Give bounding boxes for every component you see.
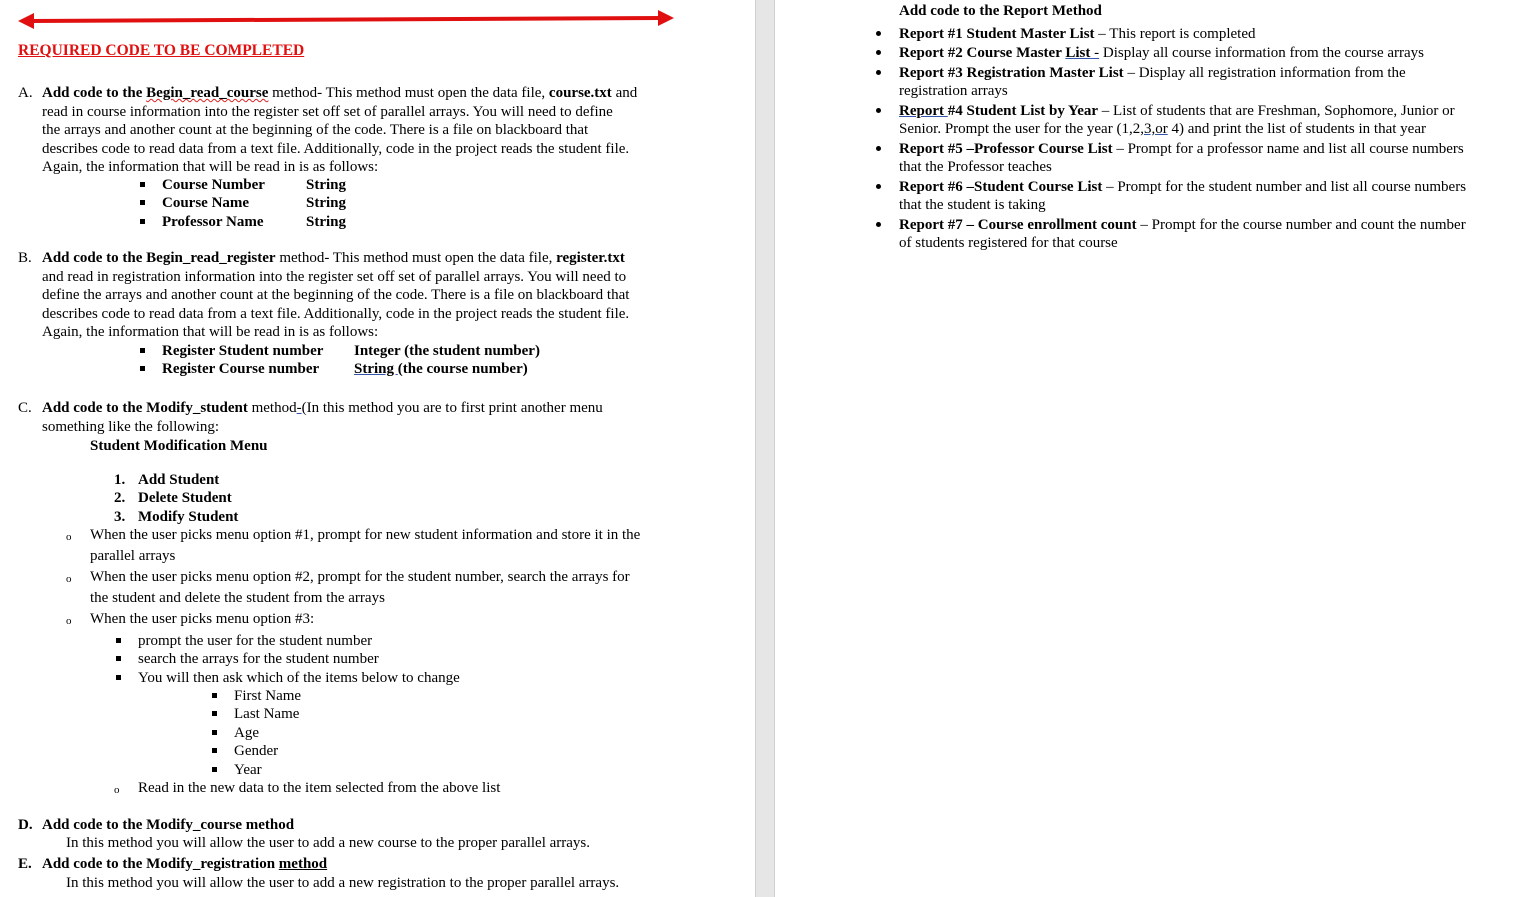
sub-item: search the arrays for the student number (138, 651, 379, 667)
menu-number: 1. (114, 472, 126, 488)
change-item: Year (234, 762, 262, 778)
item-a-first-line: Add code to the Begin_read_course method- This method must open the data file, course.txt and (42, 85, 638, 101)
item-b-line: describes code to read data from a text file. Additionally, code in the project reads the student file. (42, 306, 630, 322)
report-item-cont: Senior. Prompt the user for the year (1,2,3,or 4) and print the list of students in that year (899, 121, 1426, 137)
square-bullet-icon (140, 182, 145, 187)
report-item: Report #6 –Student Course List – Prompt for the student number and list all course numbers (899, 179, 1467, 195)
report-item-cont: registration arrays (899, 83, 1008, 99)
square-bullet-icon (212, 767, 217, 772)
square-bullet-icon (212, 730, 217, 735)
bullet-icon (876, 31, 881, 36)
square-bullet-icon (140, 366, 145, 371)
bullet-icon (876, 108, 881, 113)
square-bullet-icon (116, 656, 121, 661)
bullet-icon (876, 184, 881, 189)
bullet-icon (876, 50, 881, 55)
field-name: Course Number (162, 177, 265, 193)
field-type: String (the course number) (354, 361, 528, 377)
field-name: Course Name (162, 195, 250, 211)
square-bullet-icon (212, 693, 217, 698)
bullet-icon (876, 222, 881, 227)
report-item-cont: of students registered for that course (899, 235, 1118, 251)
circle-bullet-icon: o (66, 531, 72, 543)
item-b-line: Again, the information that will be read in is as follows: (42, 324, 379, 340)
square-bullet-icon (140, 219, 145, 224)
item-b-line: and read in registration information into the register set off set of parallel arrays. You will need to (42, 269, 627, 285)
option-text: When the user picks menu option #3: (90, 611, 315, 627)
circle-bullet-icon: o (114, 784, 120, 796)
menu-number: 3. (114, 509, 126, 525)
item-c-first-line: Add code to the Modify_student method-(In this method you are to first print another menu (42, 400, 603, 416)
square-bullet-icon (140, 348, 145, 353)
field-type: Integer (the student number) (354, 343, 540, 359)
option-text: When the user picks menu option #1, prompt for new student information and store it in the (90, 527, 641, 543)
menu-number: 2. (114, 490, 126, 506)
report-item: Report #5 –Professor Course List – Prompt for a professor name and list all course numbers (899, 141, 1464, 157)
menu-item: Add Student (138, 472, 220, 488)
right-page (775, 0, 1519, 897)
report-item: Report #1 Student Master List – This report is completed (899, 26, 1256, 42)
change-item: First Name (234, 688, 302, 704)
item-letter-c: C. (18, 400, 32, 416)
item-b-line: define the arrays and another count at the beginning of the code. There is a file on blackboard that (42, 287, 630, 303)
report-item-cont: that the Professor teaches (899, 159, 1052, 175)
square-bullet-icon (116, 675, 121, 680)
option-text: parallel arrays (90, 548, 176, 564)
circle-bullet-icon: o (66, 615, 72, 627)
section-heading: REQUIRED CODE TO BE COMPLETED (18, 42, 305, 59)
field-type: String (306, 214, 347, 230)
red-double-arrow-icon (18, 10, 678, 30)
item-letter-e: E. (18, 856, 32, 872)
item-d-desc: In this method you will allow the user to add a new course to the proper parallel arrays. (66, 835, 591, 851)
bullet-icon (876, 146, 881, 151)
option-text: the student and delete the student from the arrays (90, 590, 385, 606)
option-text: Read in the new data to the item selected from the above list (138, 780, 501, 796)
item-e-desc: In this method you will allow the user to add a new registration to the proper parallel arrays. (66, 875, 620, 891)
item-c-line: something like the following: (42, 419, 220, 435)
item-a-line: read in course information into the register set off set of parallel arrays. You will need to define (42, 104, 613, 120)
menu-title: Student Modification Menu (90, 438, 268, 454)
square-bullet-icon (116, 638, 121, 643)
report-item-cont: that the student is taking (899, 197, 1046, 213)
item-d-title: Add code to the Modify_course method (42, 817, 295, 833)
page-gutter (755, 0, 775, 897)
circle-bullet-icon: o (66, 573, 72, 585)
bullet-icon (876, 70, 881, 75)
report-item: Report #3 Registration Master List – Display all registration information from the (899, 65, 1406, 81)
report-section-title: Add code to the Report Method (899, 3, 1102, 19)
report-item: Report #2 Course Master List - Display all course information from the course arrays (899, 45, 1425, 61)
item-a-line: the arrays and another count at the beginning of the code. There is a file on blackboard that (42, 122, 589, 138)
field-type: String (306, 195, 347, 211)
square-bullet-icon (212, 748, 217, 753)
item-e-title: Add code to the Modify_registration method (42, 856, 328, 872)
sub-item: You will then ask which of the items below to change (138, 670, 460, 686)
change-item: Gender (234, 743, 279, 759)
report-item: Report #4 Student List by Year – List of students that are Freshman, Sophomore, Junior or (899, 103, 1455, 119)
field-name: Professor Name (162, 214, 264, 230)
menu-item: Delete Student (138, 490, 232, 506)
option-text: When the user picks menu option #2, prompt for the student number, search the arrays for (90, 569, 630, 585)
sub-item: prompt the user for the student number (138, 633, 373, 649)
change-item: Age (234, 725, 259, 741)
field-type: String (306, 177, 347, 193)
field-name: Register Course number (162, 361, 320, 377)
item-letter-a: A. (18, 85, 33, 101)
square-bullet-icon (140, 200, 145, 205)
item-a-line: describes code to read data from a text file. Additionally, code in the project reads the student file. (42, 141, 630, 157)
report-item: Report #7 – Course enrollment count – Prompt for the course number and count the number (899, 217, 1466, 233)
field-name: Register Student number (162, 343, 324, 359)
change-item: Last Name (234, 706, 300, 722)
menu-item: Modify Student (138, 509, 239, 525)
item-a-line: Again, the information that will be read in is as follows: (42, 159, 379, 175)
item-letter-b: B. (18, 250, 32, 266)
item-letter-d: D. (18, 817, 33, 833)
square-bullet-icon (212, 711, 217, 716)
left-page (0, 0, 755, 897)
item-b-first-line: Add code to the Begin_read_register method- This method must open the data file, register.txt (42, 250, 625, 266)
